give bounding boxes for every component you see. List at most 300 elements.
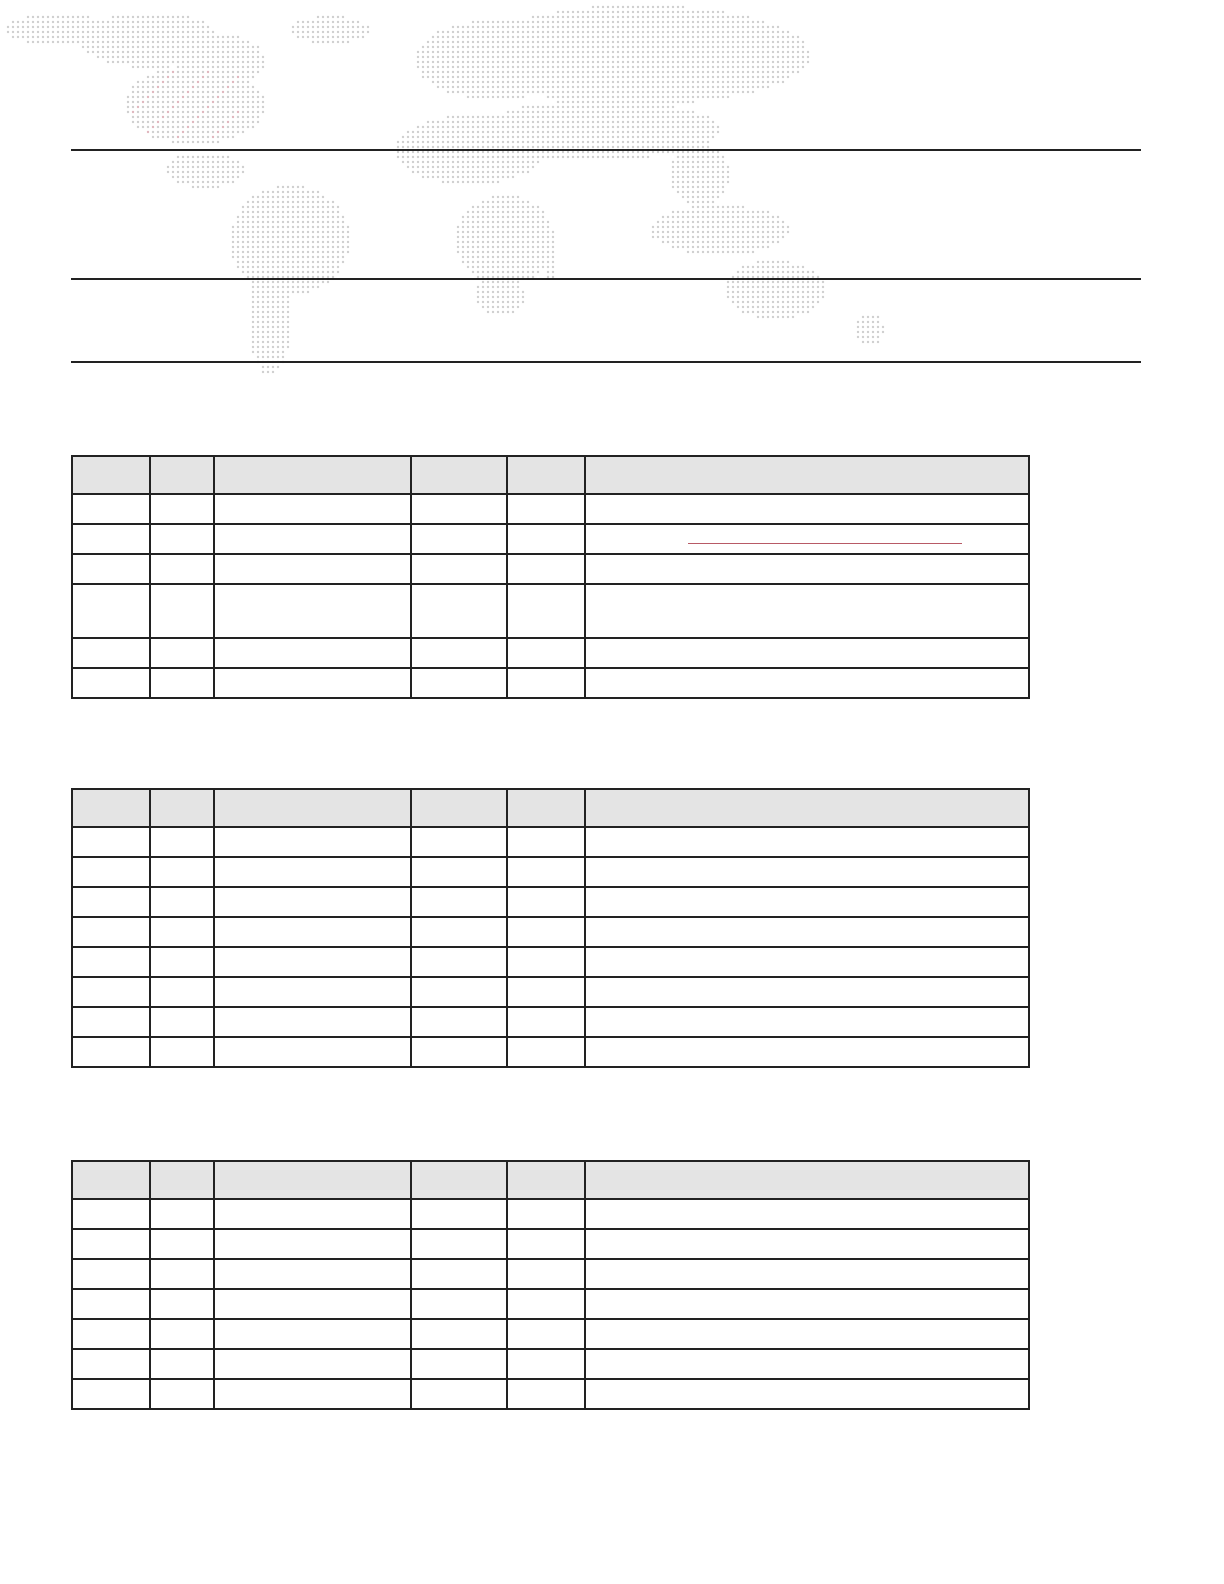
map-dot <box>672 66 674 68</box>
map-dot <box>782 301 784 303</box>
map-dot <box>247 126 249 128</box>
map-dot <box>747 291 749 293</box>
map-dot <box>287 336 289 338</box>
map-dot <box>572 136 574 138</box>
map-dot <box>502 96 504 98</box>
map-dot <box>272 311 274 313</box>
map-dot <box>537 251 539 253</box>
map-dot <box>802 286 804 288</box>
map-dot <box>442 126 444 128</box>
map-dot <box>637 76 639 78</box>
map-dot <box>587 121 589 123</box>
map-dot <box>12 21 14 23</box>
map-dot <box>777 316 779 318</box>
map-dot <box>252 296 254 298</box>
map-dot <box>527 126 529 128</box>
map-dot <box>232 66 234 68</box>
map-dot <box>592 141 594 143</box>
map-dot <box>717 161 719 163</box>
map-dot <box>742 16 744 18</box>
map-dot <box>592 81 594 83</box>
map-dot <box>692 236 694 238</box>
map-dot <box>722 36 724 38</box>
map-dot <box>712 161 714 163</box>
map-dot <box>577 96 579 98</box>
map-dot <box>162 66 164 68</box>
map-dot <box>297 286 299 288</box>
map-dot <box>537 246 539 248</box>
map-dot <box>752 226 754 228</box>
map-dot <box>257 246 259 248</box>
map-dot <box>217 171 219 173</box>
map-dot <box>622 151 624 153</box>
map-dot <box>727 181 729 183</box>
map-dot <box>282 286 284 288</box>
map-dot <box>322 26 324 28</box>
map-dot <box>232 71 234 73</box>
map-dot <box>652 121 654 123</box>
map-dot <box>712 16 714 18</box>
map-dot <box>877 316 879 318</box>
map-dot <box>587 111 589 113</box>
map-dot <box>492 131 494 133</box>
map-dot <box>507 161 509 163</box>
map-dot <box>267 331 269 333</box>
map-dot <box>607 151 609 153</box>
map-dot <box>477 86 479 88</box>
map-dot <box>467 36 469 38</box>
map-dot <box>582 81 584 83</box>
map-dot <box>812 306 814 308</box>
map-dot <box>592 136 594 138</box>
map-dot <box>337 236 339 238</box>
map-dot <box>587 131 589 133</box>
map-dot <box>427 151 429 153</box>
map-dot <box>442 121 444 123</box>
map-dot <box>697 56 699 58</box>
table-cell <box>150 827 214 857</box>
map-dot <box>702 136 704 138</box>
map-dot <box>722 61 724 63</box>
map-dot <box>227 41 229 43</box>
map-dot <box>172 136 174 138</box>
map-dot <box>737 291 739 293</box>
map-dot <box>332 16 334 18</box>
map-dot <box>467 266 469 268</box>
map-dot <box>502 311 504 313</box>
map-dot <box>587 26 589 28</box>
map-dot <box>497 261 499 263</box>
map-dot <box>512 221 514 223</box>
map-dot <box>42 31 44 33</box>
map-dot <box>267 201 269 203</box>
map-dot <box>417 171 419 173</box>
map-dot <box>167 96 169 98</box>
map-dot <box>237 86 239 88</box>
map-dot <box>637 121 639 123</box>
map-dot <box>637 146 639 148</box>
map-dot <box>487 281 489 283</box>
map-dot <box>212 96 214 98</box>
map-dot <box>657 146 659 148</box>
table-cell <box>72 1259 150 1289</box>
table-cell <box>150 977 214 1007</box>
table-cell <box>150 524 214 554</box>
map-dot <box>497 256 499 258</box>
map-dot <box>692 61 694 63</box>
map-dot <box>262 211 264 213</box>
map-dot <box>522 46 524 48</box>
map-dot <box>547 46 549 48</box>
map-dot <box>332 36 334 38</box>
map-dot <box>577 11 579 13</box>
map-dot <box>147 126 149 128</box>
map-dot <box>717 36 719 38</box>
map-dot <box>512 161 514 163</box>
map-dot <box>312 31 314 33</box>
map-dot <box>277 351 279 353</box>
map-dot <box>247 61 249 63</box>
map-dot <box>617 116 619 118</box>
table-row <box>72 1349 1029 1379</box>
map-dot <box>602 111 604 113</box>
map-dot <box>507 286 509 288</box>
map-dot <box>607 6 609 8</box>
map-dot <box>212 31 214 33</box>
map-dot <box>187 36 189 38</box>
map-dot <box>787 266 789 268</box>
map-dot <box>632 81 634 83</box>
map-dot <box>682 216 684 218</box>
table-cell <box>214 1289 411 1319</box>
map-dot <box>627 76 629 78</box>
table-cell <box>411 1199 507 1229</box>
map-dot <box>412 171 414 173</box>
map-dot <box>412 141 414 143</box>
map-dot <box>492 116 494 118</box>
map-dot <box>167 46 169 48</box>
map-dot <box>757 291 759 293</box>
map-dot <box>207 131 209 133</box>
map-dot <box>572 141 574 143</box>
map-dot <box>407 156 409 158</box>
map-dot <box>67 31 69 33</box>
map-dot <box>737 241 739 243</box>
map-dot <box>332 41 334 43</box>
map-dot <box>667 131 669 133</box>
map-dot <box>182 166 184 168</box>
map-dot <box>252 246 254 248</box>
map-dot <box>702 151 704 153</box>
map-dot <box>262 301 264 303</box>
map-dot <box>662 46 664 48</box>
map-dot <box>587 16 589 18</box>
map-dot <box>607 91 609 93</box>
map-dot <box>452 131 454 133</box>
map-dot <box>452 136 454 138</box>
map-dot <box>477 126 479 128</box>
map-dot <box>472 71 474 73</box>
map-dot <box>562 26 564 28</box>
map-dot <box>582 11 584 13</box>
map-dot <box>707 36 709 38</box>
map-dot <box>737 41 739 43</box>
map-dot <box>322 251 324 253</box>
map-dot <box>397 151 399 153</box>
map-dot <box>722 236 724 238</box>
map-dot <box>267 216 269 218</box>
map-dot <box>532 106 534 108</box>
map-dot <box>797 41 799 43</box>
map-dot <box>162 46 164 48</box>
map-dot <box>712 176 714 178</box>
map-dot <box>472 251 474 253</box>
map-dot <box>117 26 119 28</box>
map-dot <box>692 156 694 158</box>
map-dot <box>337 36 339 38</box>
map-dot <box>47 41 49 43</box>
map-dot <box>802 61 804 63</box>
map-dot <box>707 156 709 158</box>
map-dot <box>607 36 609 38</box>
map-dot <box>692 181 694 183</box>
map-dot <box>687 241 689 243</box>
map-dot <box>747 286 749 288</box>
map-dot <box>247 211 249 213</box>
map-dot <box>487 176 489 178</box>
map-dot <box>732 26 734 28</box>
hyperlink-underline[interactable] <box>688 543 962 544</box>
map-dot <box>727 56 729 58</box>
map-dot <box>157 16 159 18</box>
map-dot <box>737 206 739 208</box>
map-dot <box>522 166 524 168</box>
map-dot <box>292 291 294 293</box>
map-dot <box>777 41 779 43</box>
map-dot <box>722 221 724 223</box>
map-dot <box>762 231 764 233</box>
map-dot <box>192 46 194 48</box>
map-dot <box>237 41 239 43</box>
table-cell <box>585 1007 1029 1037</box>
map-dot <box>152 66 154 68</box>
map-dot <box>667 36 669 38</box>
map-dot <box>547 106 549 108</box>
map-dot <box>207 156 209 158</box>
map-dot <box>317 16 319 18</box>
map-dot <box>497 126 499 128</box>
map-dot <box>117 16 119 18</box>
map-dot <box>742 71 744 73</box>
map-dot <box>677 56 679 58</box>
map-dot <box>277 251 279 253</box>
map-dot <box>712 121 714 123</box>
map-dot <box>517 196 519 198</box>
map-dot <box>332 21 334 23</box>
map-dot <box>707 146 709 148</box>
map-dot <box>472 241 474 243</box>
map-dot <box>267 206 269 208</box>
map-dot <box>547 136 549 138</box>
map-dot <box>172 111 174 113</box>
map-dot <box>477 286 479 288</box>
map-dot <box>332 31 334 33</box>
map-dot <box>492 176 494 178</box>
map-dot <box>812 271 814 273</box>
map-dot <box>457 231 459 233</box>
map-dot <box>122 61 124 63</box>
map-dot <box>212 141 214 143</box>
map-dot <box>612 61 614 63</box>
table-cell <box>507 638 585 668</box>
map-dot <box>712 91 714 93</box>
map-dot <box>97 51 99 53</box>
map-dot <box>662 151 664 153</box>
map-dot <box>482 181 484 183</box>
map-dot <box>97 36 99 38</box>
map-dot <box>202 136 204 138</box>
map-dot <box>647 81 649 83</box>
map-dot <box>652 86 654 88</box>
map-dot <box>642 111 644 113</box>
map-dot <box>617 71 619 73</box>
map-dot <box>537 66 539 68</box>
map-dot <box>777 221 779 223</box>
map-dot <box>187 41 189 43</box>
map-dot <box>107 31 109 33</box>
map-dot <box>552 81 554 83</box>
map-dot <box>182 56 184 58</box>
map-dot <box>667 96 669 98</box>
map-dot <box>772 301 774 303</box>
map-dot <box>152 61 154 63</box>
map-dot <box>677 246 679 248</box>
map-dot <box>472 161 474 163</box>
map-dot <box>227 56 229 58</box>
map-dot <box>307 206 309 208</box>
map-dot <box>807 301 809 303</box>
map-dot <box>407 136 409 138</box>
map-dot <box>772 66 774 68</box>
map-dot <box>442 181 444 183</box>
map-dot <box>192 181 194 183</box>
map-dot <box>512 31 514 33</box>
map-dot <box>567 151 569 153</box>
map-dot <box>637 31 639 33</box>
map-dot <box>337 241 339 243</box>
map-dot <box>267 311 269 313</box>
map-dot <box>727 231 729 233</box>
map-dot <box>447 81 449 83</box>
map-dot <box>502 66 504 68</box>
map-dot <box>507 131 509 133</box>
map-dot <box>207 186 209 188</box>
map-dot <box>137 26 139 28</box>
map-dot <box>447 171 449 173</box>
map-dot <box>417 161 419 163</box>
map-dot <box>177 86 179 88</box>
map-dot <box>222 101 224 103</box>
map-dot <box>487 81 489 83</box>
map-dot <box>267 351 269 353</box>
map-dot <box>552 231 554 233</box>
map-dot <box>542 131 544 133</box>
map-dot <box>457 171 459 173</box>
map-dot <box>512 301 514 303</box>
map-dot <box>292 206 294 208</box>
map-dot <box>522 56 524 58</box>
map-dot <box>457 226 459 228</box>
map-dot <box>697 61 699 63</box>
map-dot <box>702 96 704 98</box>
table-cell <box>585 977 1029 1007</box>
map-dot <box>297 216 299 218</box>
map-dot <box>242 116 244 118</box>
map-dot <box>682 226 684 228</box>
map-dot <box>787 31 789 33</box>
map-dot <box>257 61 259 63</box>
map-dot <box>732 216 734 218</box>
map-dot <box>882 326 884 328</box>
map-dot <box>577 31 579 33</box>
map-dot <box>742 56 744 58</box>
map-dot <box>507 141 509 143</box>
map-dot <box>717 236 719 238</box>
map-dot <box>677 61 679 63</box>
map-dot <box>82 26 84 28</box>
map-dot <box>202 86 204 88</box>
map-dot <box>177 21 179 23</box>
map-dot <box>147 101 149 103</box>
map-dot <box>702 251 704 253</box>
map-dot <box>202 21 204 23</box>
map-dot <box>197 56 199 58</box>
map-dot <box>672 211 674 213</box>
map-dot <box>277 221 279 223</box>
map-dot <box>82 46 84 48</box>
map-dot <box>332 211 334 213</box>
map-dot <box>182 156 184 158</box>
map-dot <box>232 256 234 258</box>
map-dot <box>142 86 144 88</box>
map-dot <box>197 156 199 158</box>
map-dot <box>267 341 269 343</box>
map-dot <box>757 46 759 48</box>
table-cell <box>72 917 150 947</box>
map-dot <box>17 31 19 33</box>
map-dot <box>177 41 179 43</box>
map-dot <box>247 266 249 268</box>
map-dot <box>92 31 94 33</box>
map-dot <box>677 66 679 68</box>
map-dot <box>222 51 224 53</box>
map-dot <box>462 141 464 143</box>
map-dot <box>667 136 669 138</box>
map-dot <box>747 231 749 233</box>
map-dot <box>542 21 544 23</box>
table-cell <box>585 584 1029 638</box>
map-dot <box>207 81 209 83</box>
map-dot <box>487 66 489 68</box>
map-dot <box>237 251 239 253</box>
map-dot <box>27 31 29 33</box>
map-dot <box>447 161 449 163</box>
map-dot <box>767 301 769 303</box>
map-dot <box>512 71 514 73</box>
map-dot <box>632 126 634 128</box>
map-dot <box>242 236 244 238</box>
map-dot <box>507 211 509 213</box>
